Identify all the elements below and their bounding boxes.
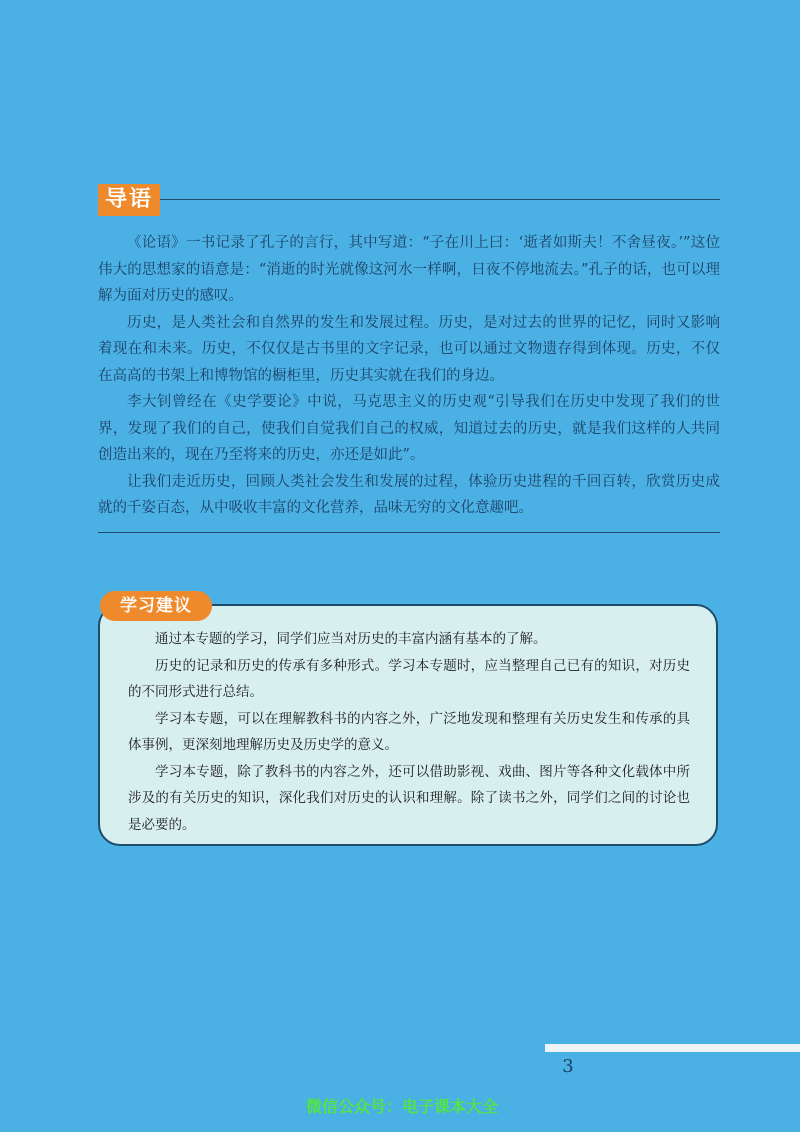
- intro-body: [98, 230, 720, 522]
- tips-paragraph: 历史的记录和历史的传承有多种形式。学习本专题时，应当整理自己已有的知识，对历史的不同形式进行总结。: [128, 657, 690, 700]
- tips-paragraph: 通过本专题的学习，同学们应当对历史的丰富内涵有基本的了解。: [155, 631, 547, 647]
- study-tips-body: [128, 626, 690, 838]
- intro-paragraph: 让我们走近历史，回顾人类社会发生和发展的过程，体验历史进程的千回百转，欣赏历史成就的千姿百态，从中吸收丰富的文化营养，品味无穷的文化意趣吧。: [98, 473, 720, 516]
- page-number: 3: [562, 1056, 574, 1077]
- intro-paragraph: 李大钊曾经在《史学要论》中说，马克思主义的历史观“引导我们在历史中发现了我们的世界，发现了我们的自己，使我们自觉我们自己的权威，知道过去的历史，就是我们这样的人共同创造出来的，现在乃至将来的历史，亦还是如此”。: [98, 394, 720, 463]
- intro-paragraph: 《论语》一书记录了孔子的言行，其中写道：“子在川上曰：‘逝者如斯夫！不舍昼夜。’”这位伟大的思想家的语意是：“消逝的时光就像这河水一样啊，日夜不停地流去。”孔子的话，也可以理解为面对历史的感叹。: [98, 235, 720, 304]
- study-tips-title: 学习建议: [100, 591, 212, 621]
- intro-title: 导语: [98, 184, 160, 216]
- intro-paragraph: 历史，是人类社会和自然界的发生和发展过程。历史，是对过去的世界的记忆，同时又影响着现在和未来。历史，不仅仅是古书里的文字记录，也可以通过文物遗存得到体现。历史，不仅在高高的书架上和博物馆的橱柜里，历史其实就在我们的身边。: [98, 314, 720, 384]
- tips-paragraph: 学习本专题，可以在理解教科书的内容之外，广泛地发现和整理有关历史发生和传承的具体事例，更深刻地理解历史及历史学的意义。: [128, 710, 690, 753]
- intro-header-rule: [160, 199, 720, 200]
- footer-bar: [545, 1044, 800, 1052]
- watermark: 微信公众号：电子课本大全: [305, 1097, 498, 1116]
- tips-paragraph: 学习本专题，除了教科书的内容之外，还可以借助影视、戏曲、图片等各种文化载体中所涉及的有关历史的知识，深化我们对历史的认识和理解。除了读书之外，同学们之间的讨论也是必要的。: [128, 763, 690, 833]
- intro-bottom-rule: [98, 532, 720, 533]
- intro-header: [98, 184, 720, 216]
